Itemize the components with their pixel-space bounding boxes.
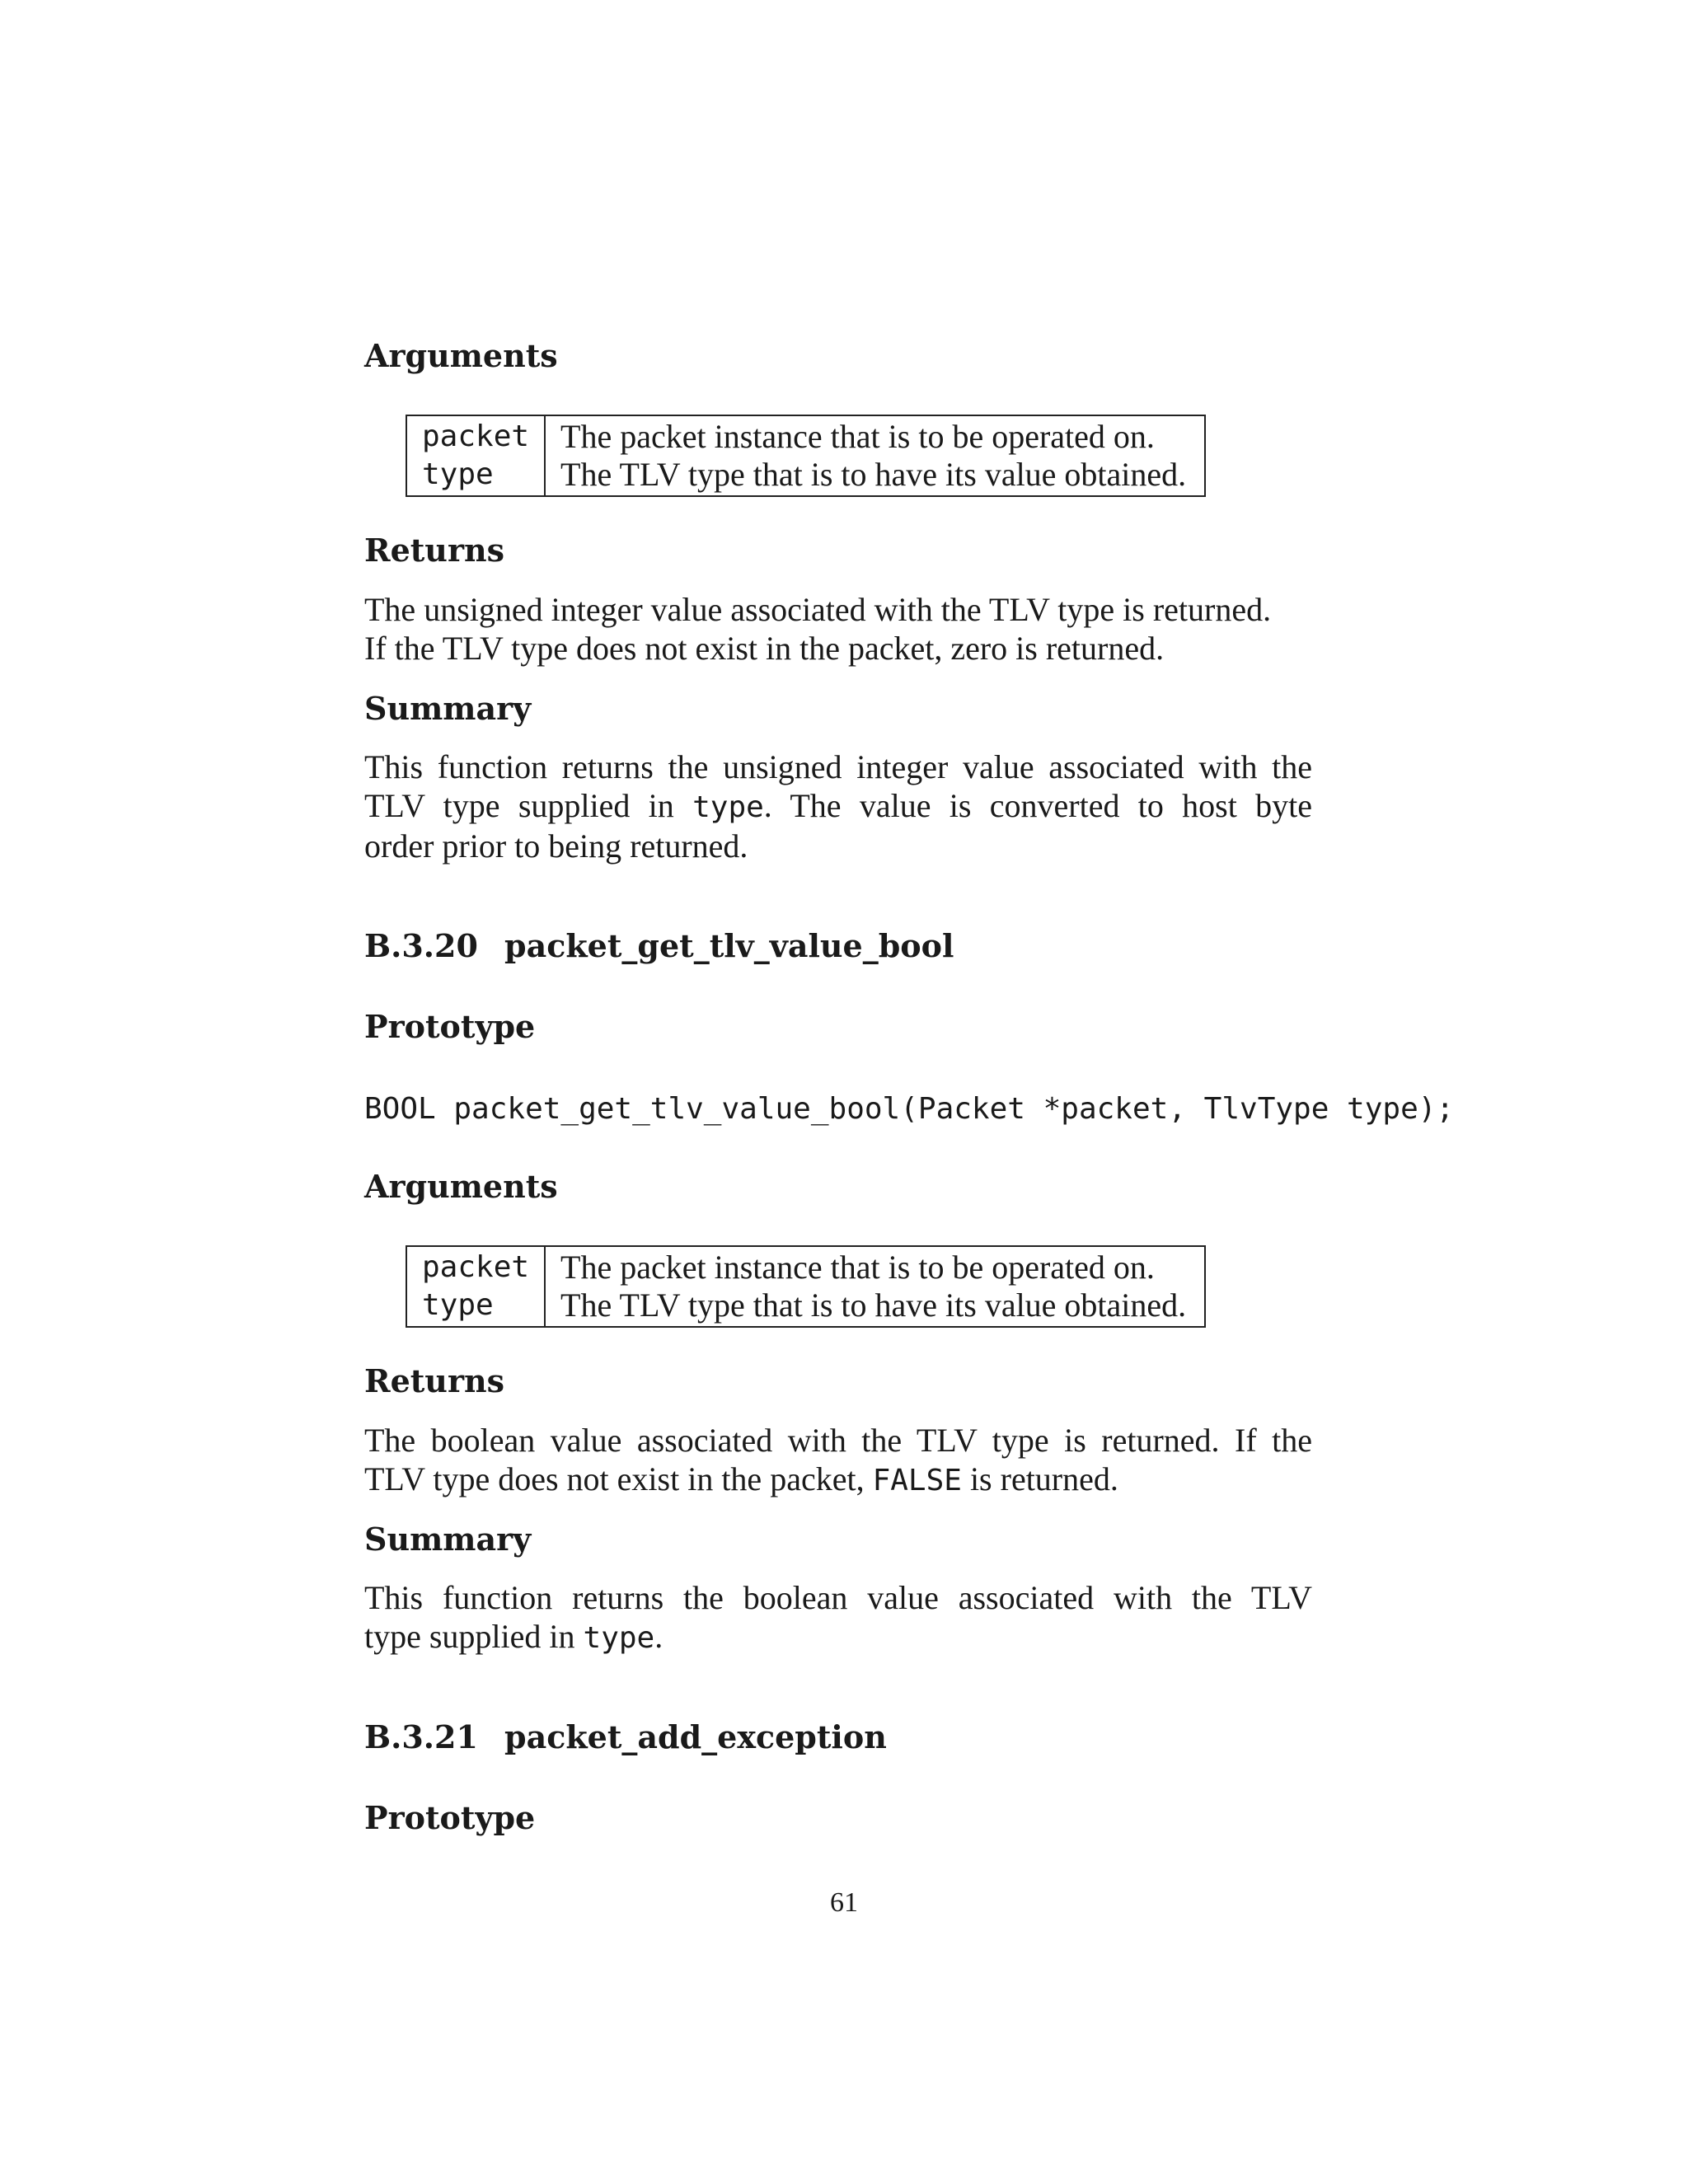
section-title: packet_get_tlv_value_bool (504, 927, 954, 964)
arg-description: The TLV type that is to have its value obtained. (560, 456, 1187, 493)
arg-name: type (406, 456, 545, 496)
arg-name: type (406, 1286, 545, 1327)
summary-heading: Summary (364, 690, 532, 727)
summary-line: order prior to being returned. (364, 827, 748, 865)
table-row (406, 1286, 1205, 1327)
summary-line: This function returns the unsigned integer value associated with the (364, 748, 1312, 785)
section-heading (364, 927, 954, 964)
text-fragment: is returned. (961, 1460, 1118, 1497)
inline-code: FALSE (872, 1464, 962, 1497)
summary-line (364, 786, 1312, 827)
arg-description: The packet instance that is to be operated on. (560, 1249, 1155, 1286)
text-fragment: . The value is converted to host byte (763, 787, 1313, 824)
inline-code: type (583, 1621, 655, 1655)
summary-line (364, 1617, 1312, 1657)
page-number: 61 (830, 1887, 858, 1918)
returns-heading: Returns (364, 532, 504, 569)
returns-line: The boolean value associated with the TLV type is returned. If the (364, 1422, 1312, 1459)
text-fragment: type supplied in (364, 1618, 584, 1655)
table-row (406, 415, 1205, 456)
returns-line (364, 1460, 1312, 1500)
arguments-table (406, 1245, 1206, 1328)
returns-line: If the TLV type does not exist in the packet, zero is returned. (364, 630, 1165, 667)
summary-paragraph (364, 748, 1312, 865)
summary-line: This function returns the boolean value associated with the TLV (364, 1579, 1312, 1616)
section-title: packet_add_exception (504, 1718, 887, 1755)
returns-heading: Returns (364, 1362, 504, 1399)
prototype-heading: Prototype (364, 1799, 536, 1836)
returns-paragraph (364, 590, 1312, 668)
prototype-heading: Prototype (364, 1008, 536, 1045)
text-fragment: . (654, 1618, 663, 1655)
table-row (406, 1246, 1205, 1286)
arg-name: packet (406, 415, 545, 456)
arguments-table (406, 415, 1206, 497)
section-heading (364, 1718, 887, 1755)
arguments-heading: Arguments (364, 337, 558, 374)
arg-description: The packet instance that is to be operated on. (560, 418, 1155, 455)
table-row (406, 456, 1205, 496)
section-number: B.3.21 (364, 1718, 478, 1755)
arguments-heading: Arguments (364, 1168, 558, 1205)
inline-code: type (692, 790, 764, 824)
text-fragment: TLV type does not exist in the packet, (364, 1460, 873, 1497)
section-number: B.3.20 (364, 927, 478, 964)
returns-line: The unsigned integer value associated with the TLV type is returned. (364, 591, 1272, 628)
prototype-code: BOOL packet_get_tlv_value_bool(Packet *packet, TlvType type); (364, 1092, 1455, 1126)
text-fragment: TLV type supplied in (364, 787, 693, 824)
arg-description: The TLV type that is to have its value obtained. (560, 1286, 1187, 1324)
summary-heading: Summary (364, 1521, 532, 1558)
returns-paragraph (364, 1421, 1312, 1500)
summary-paragraph (364, 1578, 1312, 1657)
arg-name: packet (406, 1246, 545, 1286)
